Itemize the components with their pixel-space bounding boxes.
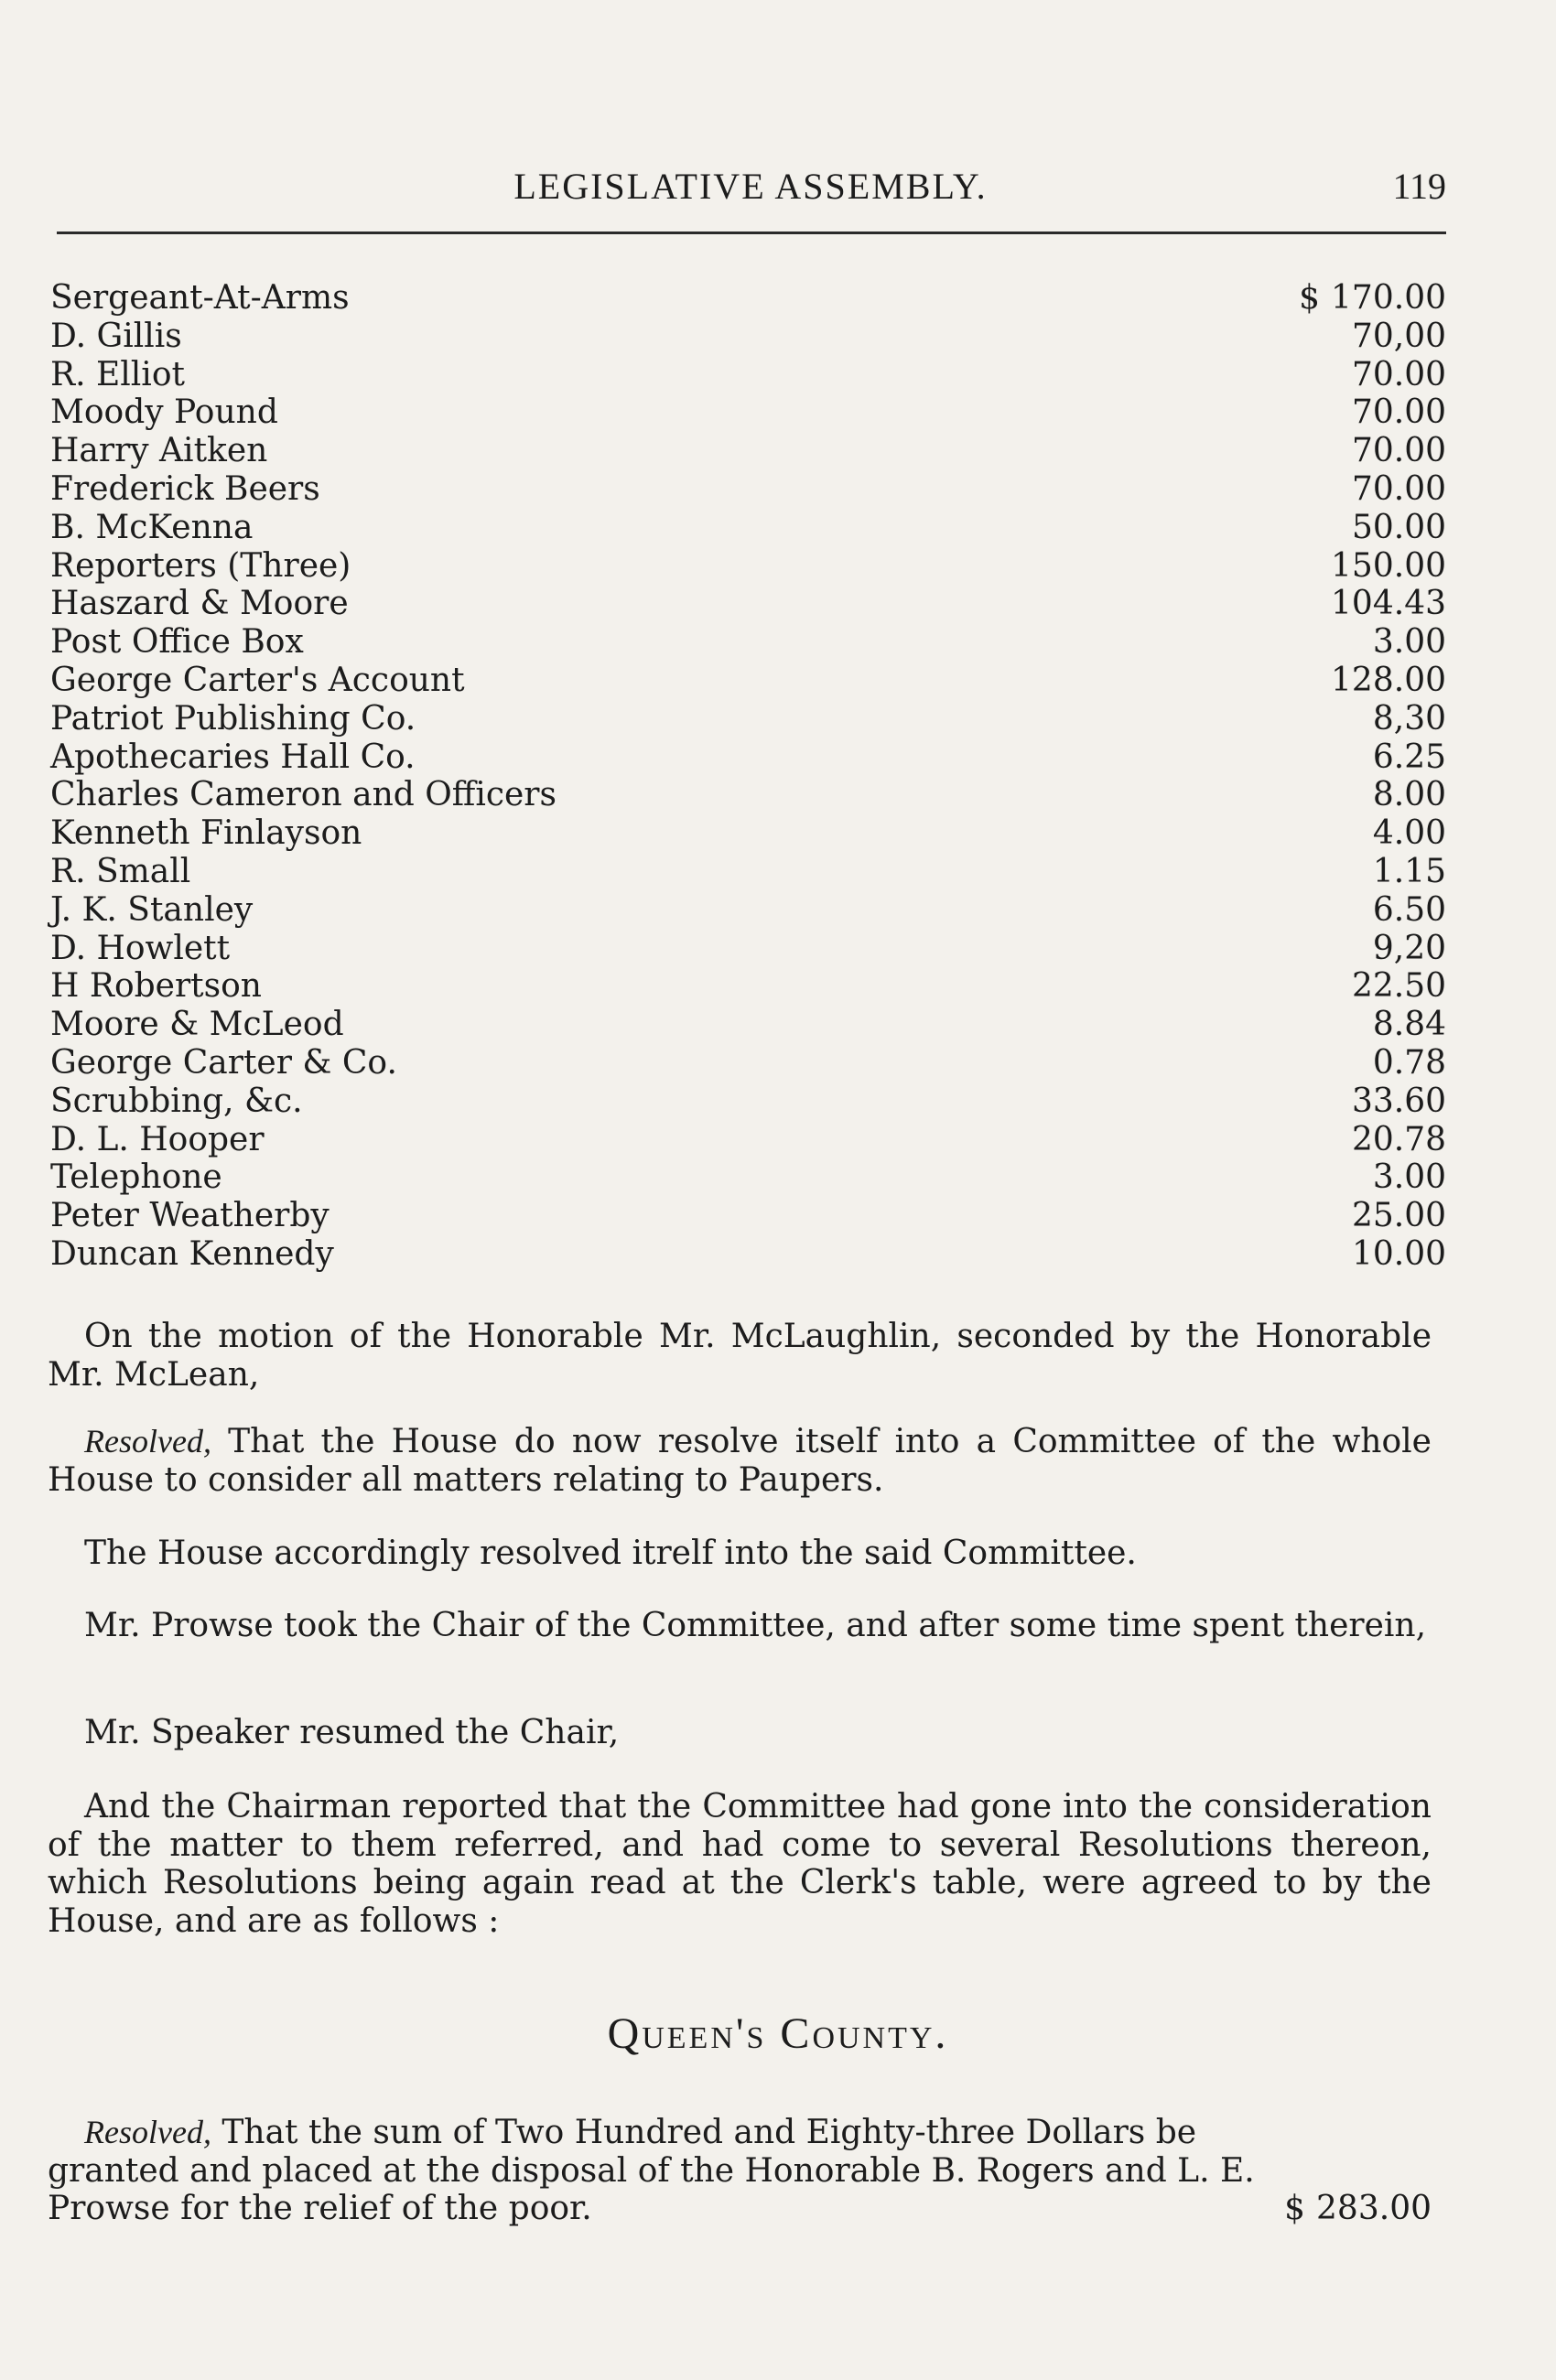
final-resolution bbox=[48, 2114, 1432, 2228]
account-name: Frederick Beers bbox=[50, 469, 320, 508]
resolved-label: Resolved, bbox=[84, 1423, 211, 1459]
account-amount: 70.00 bbox=[1351, 355, 1446, 393]
account-name: B. McKenna bbox=[50, 508, 254, 546]
dollar-sign: $ bbox=[1299, 279, 1321, 317]
account-amount: 9,20 bbox=[1372, 929, 1446, 967]
account-row bbox=[50, 1082, 1446, 1121]
account-row bbox=[50, 509, 1446, 547]
account-amount: 6.25 bbox=[1372, 738, 1446, 776]
account-name: Moore & McLeod bbox=[50, 1006, 344, 1044]
account-row bbox=[50, 1158, 1446, 1197]
account-name: R. Small bbox=[50, 852, 191, 890]
account-name: D. Gillis bbox=[50, 317, 182, 355]
accounts-list bbox=[50, 279, 1446, 1274]
account-amount: 128.00 bbox=[1331, 661, 1446, 699]
account-name: R. Elliot bbox=[50, 355, 185, 393]
account-row bbox=[50, 470, 1446, 509]
account-row bbox=[50, 1044, 1446, 1082]
account-amount: 3.00 bbox=[1372, 623, 1446, 662]
account-name: Harry Aitken bbox=[50, 432, 268, 470]
account-name: Kenneth Finlayson bbox=[50, 814, 362, 853]
account-amount: $ 170.00 bbox=[1299, 279, 1446, 317]
account-name: Duncan Kennedy bbox=[50, 1234, 334, 1273]
header-rule bbox=[57, 232, 1446, 234]
account-row bbox=[50, 776, 1446, 814]
account-row bbox=[50, 279, 1446, 318]
page-header bbox=[55, 165, 1446, 210]
account-name: Reporters (Three) bbox=[50, 546, 351, 585]
chairman-paragraph: And the Chairman reported that the Committee had gone into the consideration of the matter to them referred, and had come to several Resolutions thereon, which Resolutions being again read at the Clerk's table, were agreed to by the House, and are as follows : bbox=[48, 1788, 1432, 1940]
account-name: Charles Cameron and Officers bbox=[50, 776, 556, 814]
account-row bbox=[50, 930, 1446, 968]
account-row bbox=[50, 853, 1446, 891]
account-amount: 10.00 bbox=[1351, 1234, 1446, 1273]
account-row bbox=[50, 967, 1446, 1006]
account-name: Apothecaries Hall Co. bbox=[50, 738, 416, 776]
account-row bbox=[50, 547, 1446, 586]
account-name: Telephone bbox=[50, 1158, 222, 1197]
account-amount: 50.00 bbox=[1351, 508, 1446, 546]
account-amount: 70.00 bbox=[1351, 393, 1446, 432]
account-row bbox=[50, 585, 1446, 623]
account-amount: 20.78 bbox=[1351, 1120, 1446, 1158]
account-amount: 6.50 bbox=[1372, 890, 1446, 929]
account-name: D. Howlett bbox=[50, 929, 231, 967]
account-name: Patriot Publishing Co. bbox=[50, 699, 416, 738]
final-amount: $ 283.00 bbox=[1284, 2190, 1432, 2227]
account-row bbox=[50, 318, 1446, 356]
page-number: 119 bbox=[1392, 166, 1446, 207]
account-name: Sergeant-At-Arms bbox=[50, 279, 350, 317]
account-row bbox=[50, 1197, 1446, 1235]
account-amount: 8.00 bbox=[1372, 776, 1446, 814]
section-title: Queen's County. bbox=[607, 2009, 949, 2058]
prowse-paragraph: Mr. Prowse took the Chair of the Committee, and after some time spent therein, bbox=[84, 1607, 1427, 1644]
account-name: Scrubbing, &c. bbox=[50, 1082, 303, 1120]
account-row bbox=[50, 1121, 1446, 1159]
account-name: J. K. Stanley bbox=[50, 890, 254, 929]
account-amount: 33.60 bbox=[1351, 1082, 1446, 1120]
account-name: Peter Weatherby bbox=[50, 1197, 330, 1235]
account-name: Post Office Box bbox=[50, 623, 304, 662]
account-row bbox=[50, 891, 1446, 930]
accordingly-paragraph: The House accordingly resolved itrelf into the said Committee. bbox=[84, 1535, 1137, 1572]
account-row bbox=[50, 662, 1446, 700]
account-name: Moody Pound bbox=[50, 393, 278, 432]
account-amount: 150.00 bbox=[1331, 546, 1446, 585]
account-name: George Carter's Account bbox=[50, 661, 465, 699]
account-row bbox=[50, 623, 1446, 662]
account-name: D. L. Hooper bbox=[50, 1120, 265, 1158]
account-row bbox=[50, 1235, 1446, 1274]
motion-paragraph: On the motion of the Honorable Mr. McLaughlin, seconded by the Honorable Mr. McLean, bbox=[48, 1318, 1432, 1394]
account-row bbox=[50, 1006, 1446, 1044]
resolved-text: That the House do now resolve itself into a Committee of the whole House to consider all matters relating to Paupers. bbox=[48, 1423, 1432, 1499]
account-amount: 70,00 bbox=[1351, 317, 1446, 355]
page-title: LEGISLATIVE ASSEMBLY. bbox=[513, 166, 988, 207]
account-name: H Robertson bbox=[50, 967, 262, 1006]
account-amount: 8,30 bbox=[1372, 699, 1446, 738]
speaker-paragraph: Mr. Speaker resumed the Chair, bbox=[84, 1714, 620, 1751]
account-row bbox=[50, 432, 1446, 470]
account-name: George Carter & Co. bbox=[50, 1043, 397, 1082]
account-name: Haszard & Moore bbox=[50, 585, 349, 623]
account-amount: 25.00 bbox=[1351, 1197, 1446, 1235]
account-row bbox=[50, 356, 1446, 394]
account-amount: 0.78 bbox=[1372, 1043, 1446, 1082]
account-row bbox=[50, 700, 1446, 738]
dollar-sign: $ bbox=[1284, 2190, 1306, 2227]
final-resolved-label: Resolved, bbox=[84, 2114, 211, 2150]
account-amount: 70.00 bbox=[1351, 432, 1446, 470]
final-resolved-text: That the sum of Two Hundred and Eighty-three Dollars be granted and placed at the disposal of the Honorable B. Rogers and L. E. Prowse for the relief of the poor. bbox=[48, 2114, 1255, 2227]
account-row bbox=[50, 738, 1446, 777]
account-amount: 22.50 bbox=[1351, 967, 1446, 1006]
account-row bbox=[50, 393, 1446, 432]
account-amount: 1.15 bbox=[1372, 852, 1446, 890]
account-amount: 3.00 bbox=[1372, 1158, 1446, 1197]
account-amount: 104.43 bbox=[1331, 585, 1446, 623]
account-amount: 4.00 bbox=[1372, 814, 1446, 853]
account-amount: 70.00 bbox=[1351, 469, 1446, 508]
account-amount: 8.84 bbox=[1372, 1006, 1446, 1044]
account-row bbox=[50, 814, 1446, 853]
resolved-paragraph bbox=[48, 1423, 1432, 1499]
